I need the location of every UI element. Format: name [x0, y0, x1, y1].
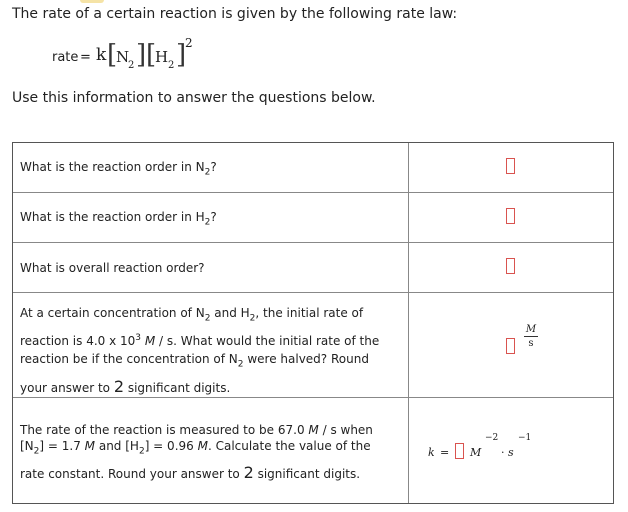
table-row	[13, 243, 613, 293]
species-h: H	[155, 48, 169, 66]
table-row	[13, 398, 613, 503]
rate-constant-input[interactable]	[455, 443, 464, 459]
question-cell	[13, 143, 409, 192]
unit-s: s	[508, 446, 514, 459]
overall-order-input[interactable]	[506, 258, 515, 274]
unit-dot: ·	[501, 446, 505, 459]
close-bracket-2: ]	[176, 40, 187, 70]
answer-cell	[409, 143, 613, 192]
unit-m-per-s: M s	[525, 324, 537, 349]
open-bracket-1: [	[107, 40, 118, 70]
rate-constant-k: k	[96, 45, 107, 65]
species-h-subscript: 2	[168, 60, 175, 71]
question-text: The rate of the reaction is measured to be 67.0 M / s when $[N_2] = 1.7$ M and $[H_2] = 0.96$ M. Calculate the value of the rate constant. Round your answer to 2 significant digits.	[20, 423, 373, 483]
species-n: N	[116, 48, 130, 66]
table-row	[13, 143, 613, 193]
species-n-subscript: 2	[128, 60, 135, 71]
answer-cell	[409, 193, 613, 242]
question-text: What is overall reaction order?	[20, 261, 205, 275]
question-cell	[13, 398, 409, 503]
table-row	[13, 193, 613, 243]
question-table	[12, 142, 614, 504]
halved-rate-input[interactable]	[506, 338, 515, 354]
answer-cell	[409, 398, 613, 503]
question-text: What is the reaction order in $H_2$?	[20, 210, 217, 228]
answer-cell	[409, 243, 613, 292]
question-cell	[13, 293, 409, 397]
close-bracket-1: ]	[136, 40, 147, 70]
equals-sign: =	[80, 50, 91, 65]
unit-m-exponent: −2	[485, 433, 499, 443]
answer-cell	[409, 293, 613, 397]
k-label: k	[428, 446, 435, 459]
table-row	[13, 293, 613, 398]
question-text: What is the reaction order in $N_2$?	[20, 160, 217, 178]
order-n2-input[interactable]	[506, 158, 515, 174]
order-h2-input[interactable]	[506, 208, 515, 224]
exponent: 2	[185, 36, 193, 50]
unit-s-exponent: −1	[518, 433, 532, 443]
unit-m: M	[470, 446, 482, 459]
question-text: At a certain concentration of $N_2$ and $H_2$, the initial rate of reaction is 4.0 x $10^3$ M / s. What would the initial rate of the reaction be if the concentration of $N_2$ were halved? Round your answer to 2 significant digits.	[20, 306, 380, 396]
rate-label: rate	[52, 50, 79, 65]
intro-text: The rate of a certain reaction is given by the following rate law:	[12, 6, 458, 22]
question-cell	[13, 193, 409, 242]
open-bracket-2: [	[146, 40, 157, 70]
top-accent	[80, 0, 104, 3]
k-equals: =	[440, 446, 450, 459]
question-cell	[13, 243, 409, 292]
instructions-text: Use this information to answer the questions below.	[12, 90, 376, 106]
